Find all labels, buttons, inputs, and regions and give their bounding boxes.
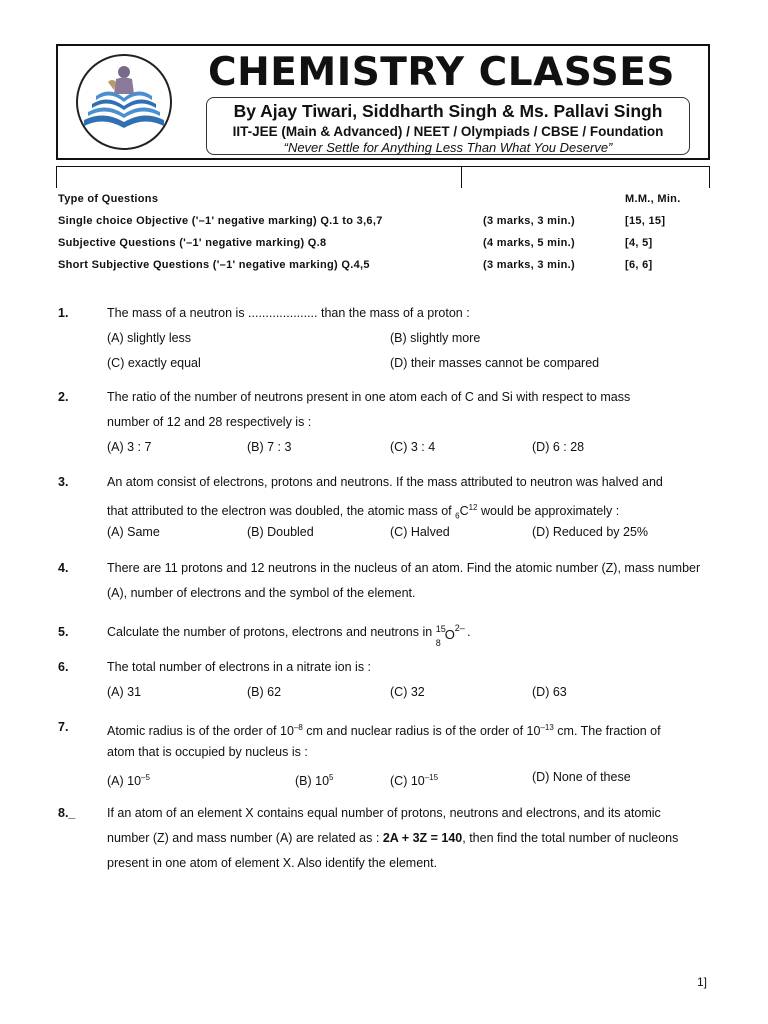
page-title: CHEMISTRY CLASSES (208, 50, 675, 95)
option-c: (C) Halved (390, 525, 450, 539)
question-number: 4. (58, 561, 69, 575)
option-b: (B) slightly more (390, 331, 481, 345)
question-number: 2. (58, 390, 69, 404)
ion-charge: 2– (454, 622, 465, 633)
line1-part-a: Atomic radius is of the order of 10 (107, 724, 294, 739)
option-d: (D) Reduced by 25% (532, 525, 649, 539)
option-b: (B) Doubled (247, 525, 314, 539)
marks-table-right-border (709, 166, 710, 188)
marks-row-type: Subjective Questions ('–1' negative marking) Q.8 (58, 237, 327, 249)
header-box (56, 44, 710, 160)
question-text-line1: The ratio of the number of neutrons present in one atom each of C and Si with respect to mass (107, 390, 631, 404)
line2-pre: number (Z) and mass number (A) are related as : (107, 831, 383, 845)
element-symbol: C (459, 504, 469, 519)
question-text-line2: atom that is occupied by nucleus is : (107, 745, 308, 759)
option-b: (B) 7 : 3 (247, 440, 292, 454)
option-a: (A) 3 : 7 (107, 440, 152, 454)
question-number: 8._ (58, 806, 76, 820)
mass-number-superscript: 12 (468, 503, 478, 512)
question-number: 7. (58, 720, 69, 734)
exponent: –8 (293, 723, 303, 732)
option-c: (C) 3 : 4 (390, 440, 436, 454)
authors-box (206, 97, 690, 155)
option-a: (A) Same (107, 525, 160, 539)
marks-row-type: Single choice Objective ('–1' negative marking) Q.1 to 3,6,7 (58, 215, 383, 227)
atomic-number: 8 (435, 637, 441, 648)
line1-part-b: cm and nuclear radius is of the order of 10 (302, 724, 541, 739)
marks-table-mid-border (461, 166, 462, 188)
marks-row-mm: [6, 6] (625, 259, 653, 271)
option-d: (D) 6 : 28 (532, 440, 585, 454)
motto-line: “Never Settle for Anything Less Than What You Deserve” (283, 140, 613, 155)
option-c: (C) 32 (390, 685, 425, 699)
question-number: 6. (58, 660, 69, 674)
atomic-number-subscript: 6 (455, 511, 460, 521)
exponent: –15 (424, 773, 439, 782)
option-a: (A) 31 (107, 685, 142, 699)
marks-row-marks: (3 marks, 3 min.) (483, 259, 575, 271)
option-a-base: (A) 10 (107, 774, 142, 789)
option-b: (B) 62 (247, 685, 282, 699)
question-text-line1: There are 11 protons and 12 neutrons in the nucleus of an atom. Find the atomic number (Z), mass number (107, 561, 701, 575)
question-text (107, 620, 471, 648)
marks-row-mm: [15, 15] (625, 215, 666, 227)
question-text-line2: (A), number of electrons and the symbol of the element. (107, 586, 416, 600)
exams-line: IIT-JEE (Main & Advanced) / NEET / Olympiads / CBSE / Foundation (232, 124, 664, 139)
marks-header-mm: M.M., Min. (625, 193, 681, 205)
marks-table-top-border (56, 166, 710, 167)
option-c (390, 765, 438, 794)
oxide-ion-notation (435, 622, 465, 648)
question-text-line1: An atom consist of electrons, protons and neutrons. If the mass attributed to neutron was halved and (107, 475, 663, 489)
question-text-main: Calculate the number of protons, electrons and neutrons in (107, 625, 433, 639)
sentence-end: . (467, 625, 471, 639)
mass-number: 15 (435, 623, 446, 634)
exponent: –13 (540, 723, 554, 732)
option-d: (D) their masses cannot be compared (390, 356, 600, 370)
option-b-base: (B) 10 (295, 774, 330, 789)
marks-row-marks: (3 marks, 3 min.) (483, 215, 575, 227)
question-number: 3. (58, 475, 69, 489)
page-number: 1] (697, 975, 708, 989)
marks-row-mm: [4, 5] (625, 237, 653, 249)
question-text-line2: number of 12 and 28 respectively is : (107, 415, 312, 429)
question-text: The total number of electrons in a nitrate ion is : (107, 660, 372, 674)
line2-post: would be approximately : (477, 504, 620, 519)
marks-header-type: Type of Questions (58, 193, 159, 205)
marks-row-type: Short Subjective Questions ('–1' negative marking) Q.4,5 (58, 259, 370, 271)
question-text: The mass of a neutron is .................... than the mass of a proton : (107, 306, 470, 320)
question-text-line3: present in one atom of element X. Also identify the element. (107, 856, 438, 870)
option-d: (D) None of these (532, 770, 631, 784)
question-text-line1: If an atom of an element X contains equal number of protons, neutrons and electrons, and its atomic (107, 806, 661, 820)
option-d: (D) 63 (532, 685, 567, 699)
line2-post: , then find the total number of nucleons (462, 831, 679, 845)
question-number: 5. (58, 625, 69, 639)
equation: 2A + 3Z = 140 (382, 831, 463, 845)
option-a (107, 765, 150, 794)
option-a: (A) slightly less (107, 331, 192, 345)
exponent: –5 (141, 773, 150, 782)
authors-line: By Ajay Tiwari, Siddharth Singh & Ms. Pallavi Singh (233, 101, 663, 121)
open-book-logo-icon (74, 52, 174, 152)
marks-row-marks: (4 marks, 5 min.) (483, 237, 575, 249)
exponent: 5 (329, 773, 334, 782)
option-b (295, 765, 334, 794)
element-symbol: O (444, 626, 455, 642)
question-number: 1. (58, 306, 69, 320)
option-c: (C) exactly equal (107, 356, 201, 370)
line2-pre: that attributed to the electron was doubled, the atomic mass of (107, 504, 456, 519)
option-c-base: (C) 10 (390, 774, 425, 789)
line1-part-c: cm. The fraction of (553, 724, 661, 739)
question-text-line2 (107, 826, 678, 851)
marks-table-left-border (56, 166, 57, 188)
